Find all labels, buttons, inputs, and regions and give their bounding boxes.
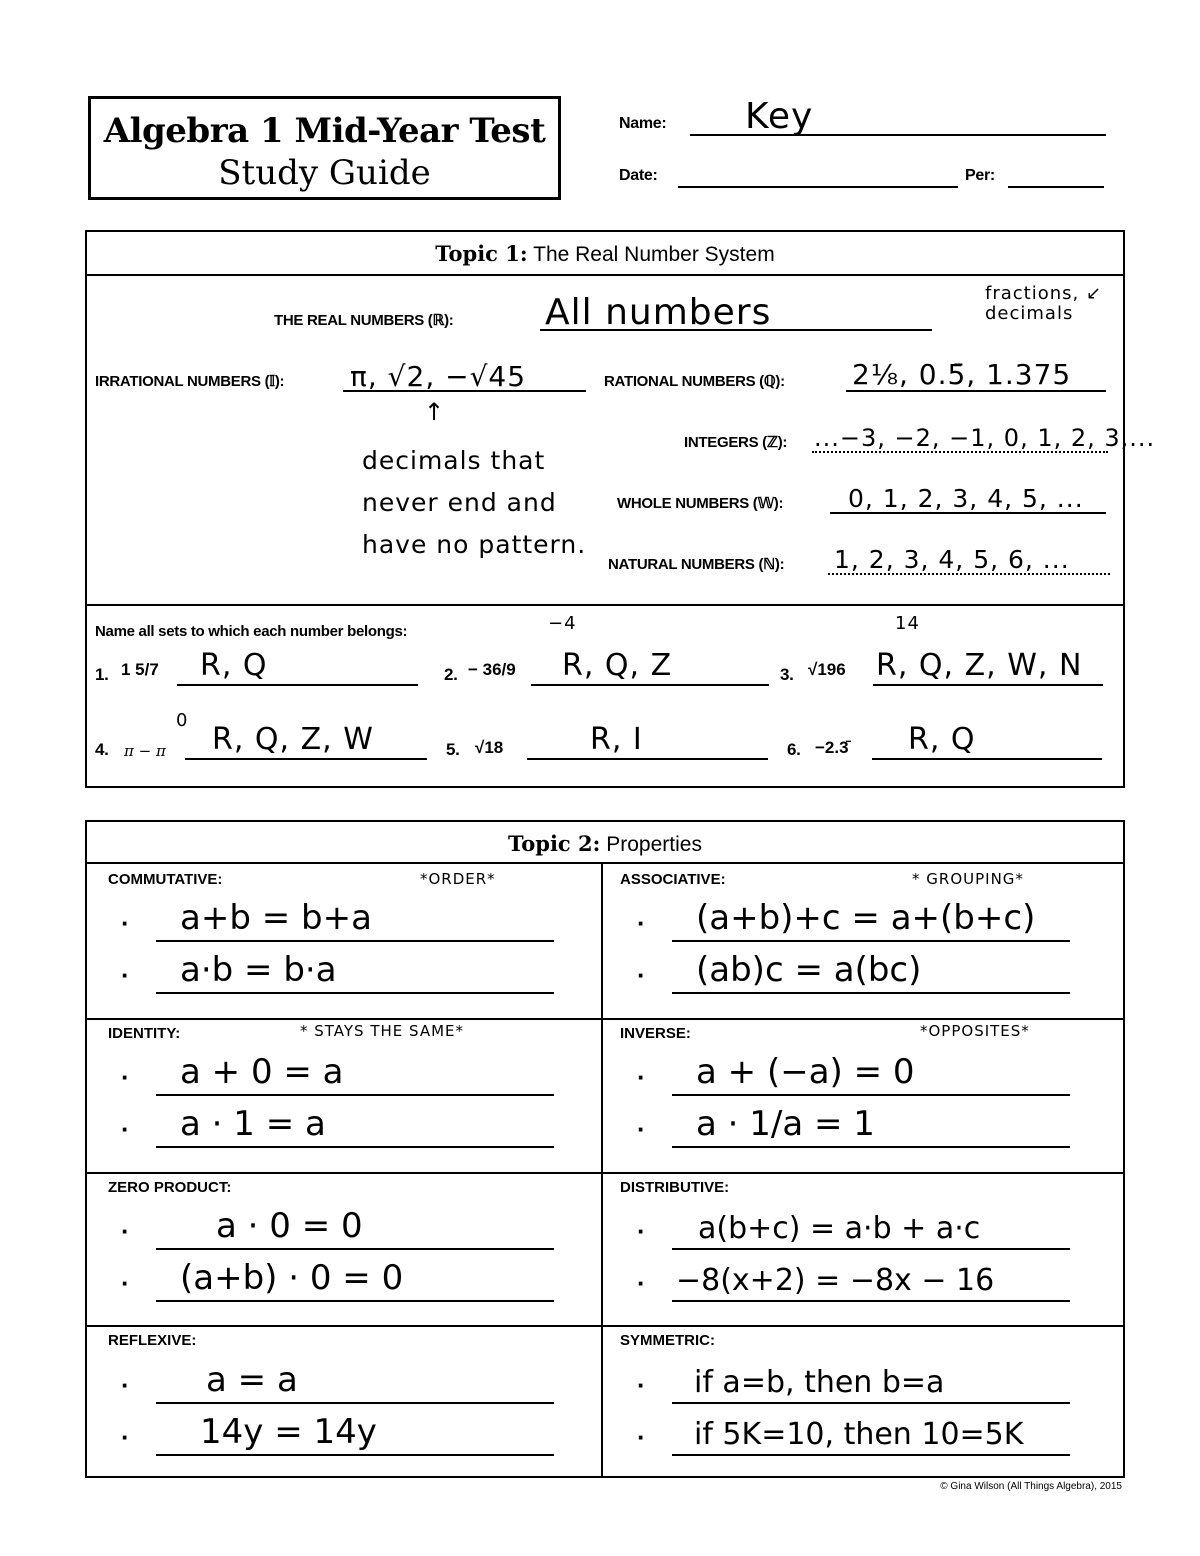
bullet-icon: · <box>637 1216 646 1246</box>
item3-line <box>873 684 1103 686</box>
inverse-example-2 <box>672 1106 1070 1148</box>
associative-note: * GROUPING* <box>912 870 1024 888</box>
topic2-header <box>87 831 1123 857</box>
copyright: © Gina Wilson (All Things Algebra), 2015 <box>940 1481 1122 1492</box>
reflexive-label: REFLEXIVE: <box>108 1332 197 1349</box>
up-arrow-icon: ↑ <box>424 398 446 426</box>
topic2-header-divider <box>87 862 1123 864</box>
rational-label: RATIONAL NUMBERS (ℚ): <box>604 373 785 390</box>
bullet-icon: · <box>637 960 646 990</box>
topic2-row-divider-1 <box>87 1018 1123 1020</box>
bullet-icon: · <box>121 1422 130 1452</box>
bullet-icon: · <box>637 1422 646 1452</box>
bullet-icon: · <box>121 1216 130 1246</box>
symmetric-example-2 <box>672 1414 1070 1456</box>
distributive-example-2 <box>672 1260 1070 1302</box>
title-line1: Algebra 1 Mid-Year Test <box>103 111 546 151</box>
bullet-icon: · <box>637 1114 646 1144</box>
item3-number: 3. <box>780 665 794 684</box>
item4-line <box>185 758 427 760</box>
bullet-icon: · <box>121 1114 130 1144</box>
real-numbers-label: THE REAL NUMBERS (ℝ): <box>274 312 454 329</box>
natural-label: NATURAL NUMBERS (ℕ): <box>608 556 785 573</box>
reflexive-example-2-text: 14y = 14y <box>200 1412 377 1452</box>
reflexive-example-1 <box>156 1362 554 1404</box>
zero-product-example-1-text: a · 0 = 0 <box>216 1206 363 1246</box>
bullet-icon: · <box>121 960 130 990</box>
symmetric-example-1 <box>672 1362 1070 1404</box>
distributive-example-1-text: a(b+c) = a·b + a·c <box>698 1211 981 1246</box>
integers-value: ...−3, −2, −1, 0, 1, 2, 3,... <box>814 424 1156 452</box>
inverse-label: INVERSE: <box>620 1025 691 1042</box>
topic1-header <box>87 241 1123 267</box>
zero-product-example-1 <box>156 1208 554 1250</box>
topic2-row-divider-2 <box>87 1172 1123 1174</box>
date-label: Date: <box>619 167 658 184</box>
topic1-section-divider <box>87 604 1123 606</box>
item4-number: 4. <box>95 740 109 759</box>
topic2-header-title: Properties <box>600 833 702 856</box>
item6-answer: R, Q <box>908 722 976 757</box>
item6-line <box>872 758 1102 760</box>
commutative-example-2 <box>156 952 554 994</box>
symmetric-example-1-text: if a=b, then b=a <box>694 1365 945 1400</box>
zero-product-example-2 <box>156 1260 554 1302</box>
distributive-example-1 <box>672 1208 1070 1250</box>
name-label: Name: <box>619 115 667 132</box>
identity-label: IDENTITY: <box>108 1025 181 1042</box>
title-box <box>88 96 561 200</box>
irrational-note <box>362 440 586 566</box>
item3-expression: √196 <box>808 660 846 679</box>
item3-answer: R, Q, Z, W, N <box>876 648 1083 683</box>
bullet-icon: · <box>637 1062 646 1092</box>
bullet-icon: · <box>637 1268 646 1298</box>
zero-product-label: ZERO PRODUCT: <box>108 1179 232 1196</box>
item4-note: 0 <box>176 710 189 731</box>
item5-answer: R, I <box>590 722 643 757</box>
item6-expression: −2.3̄ <box>815 738 849 757</box>
item5-expression: √18 <box>475 738 504 757</box>
inverse-note: *OPPOSITES* <box>920 1022 1030 1040</box>
per-label: Per: <box>965 167 995 184</box>
inverse-example-1 <box>672 1054 1070 1096</box>
item5-line <box>527 758 768 760</box>
rational-value: 2⅛, 0.5̄, 1.375 <box>852 358 1072 391</box>
integers-label: INTEGERS (ℤ): <box>684 434 788 451</box>
distributive-label: DISTRIBUTIVE: <box>620 1179 730 1196</box>
reflexive-example-1-text: a = a <box>206 1360 298 1400</box>
item2-answer: R, Q, Z <box>562 648 673 683</box>
inverse-example-2-text: a · 1/a = 1 <box>696 1104 875 1144</box>
name-value: Key <box>745 96 814 137</box>
topic2-header-bold: Topic 2: <box>508 831 601 856</box>
irrational-note-line2: never end and <box>362 488 557 517</box>
item6-number: 6. <box>787 740 801 759</box>
identity-example-2 <box>156 1106 554 1148</box>
bullet-icon: · <box>121 1268 130 1298</box>
commutative-example-1 <box>156 900 554 942</box>
inverse-example-1-text: a + (−a) = 0 <box>696 1052 915 1092</box>
identity-example-2-text: a · 1 = a <box>180 1104 326 1144</box>
per-line[interactable] <box>1008 186 1104 188</box>
bullet-icon: · <box>121 908 130 938</box>
associative-example-1-text: (a+b)+c = a+(b+c) <box>696 898 1036 938</box>
item2-expression: − 36/9 <box>468 660 516 679</box>
distributive-example-2-text: −8(x+2) = −8x − 16 <box>676 1263 995 1298</box>
bullet-icon: · <box>121 1370 130 1400</box>
bullet-icon: · <box>637 908 646 938</box>
topic2-column-divider <box>601 862 603 1478</box>
item1-answer: R, Q <box>200 648 268 683</box>
commutative-example-2-text: a·b = b·a <box>180 950 337 990</box>
item1-number: 1. <box>95 665 109 684</box>
irrational-label: IRRATIONAL NUMBERS (𝕀): <box>95 373 285 390</box>
associative-example-2-text: (ab)c = a(bc) <box>696 950 922 990</box>
item1-line <box>177 684 418 686</box>
item2-number: 2. <box>444 665 458 684</box>
item3-note: 14 <box>895 613 920 634</box>
irrational-note-line1: decimals that <box>362 446 546 475</box>
associative-example-2 <box>672 952 1070 994</box>
item2-note: −4 <box>548 613 577 634</box>
item4-answer: R, Q, Z, W <box>212 722 374 757</box>
title-line2: Study Guide <box>218 153 431 193</box>
symmetric-example-2-text: if 5K=10, then 10=5K <box>694 1417 1024 1452</box>
item2-line <box>531 684 769 686</box>
irrational-note-line3: have no pattern. <box>362 530 587 559</box>
identity-example-1-text: a + 0 = a <box>180 1052 344 1092</box>
symmetric-label: SYMMETRIC: <box>620 1332 715 1349</box>
zero-product-example-2-text: (a+b) · 0 = 0 <box>180 1258 404 1298</box>
topic1-header-title: The Real Number System <box>527 243 775 266</box>
commutative-note: *ORDER* <box>420 870 496 888</box>
topic1-header-bold: Topic 1: <box>435 241 528 266</box>
identity-note: * STAYS THE SAME* <box>300 1022 465 1040</box>
natural-value: 1, 2, 3, 4, 5, 6, ... <box>834 545 1070 574</box>
commutative-label: COMMUTATIVE: <box>108 871 223 888</box>
irrational-value: π, √2, −√45 <box>350 360 527 393</box>
item1-expression: 1 5/7 <box>121 660 159 679</box>
reflexive-example-2 <box>156 1414 554 1456</box>
real-numbers-note: fractions, ↙ decimals <box>985 283 1103 324</box>
commutative-example-1-text: a+b = b+a <box>180 898 372 938</box>
whole-label: WHOLE NUMBERS (𝕎): <box>617 495 784 512</box>
bullet-icon: · <box>121 1062 130 1092</box>
date-line[interactable] <box>678 186 958 188</box>
real-numbers-value: All numbers <box>545 292 772 333</box>
topic2-row-divider-3 <box>87 1325 1123 1327</box>
topic1-header-divider <box>87 274 1123 276</box>
bullet-icon: · <box>637 1370 646 1400</box>
item4-expression: π − π <box>124 742 166 760</box>
associative-label: ASSOCIATIVE: <box>620 871 726 888</box>
item5-number: 5. <box>446 740 460 759</box>
sets-prompt: Name all sets to which each number belongs: <box>95 623 408 640</box>
identity-example-1 <box>156 1054 554 1096</box>
whole-value: 0, 1, 2, 3, 4, 5, ... <box>848 484 1084 513</box>
associative-example-1 <box>672 900 1070 942</box>
